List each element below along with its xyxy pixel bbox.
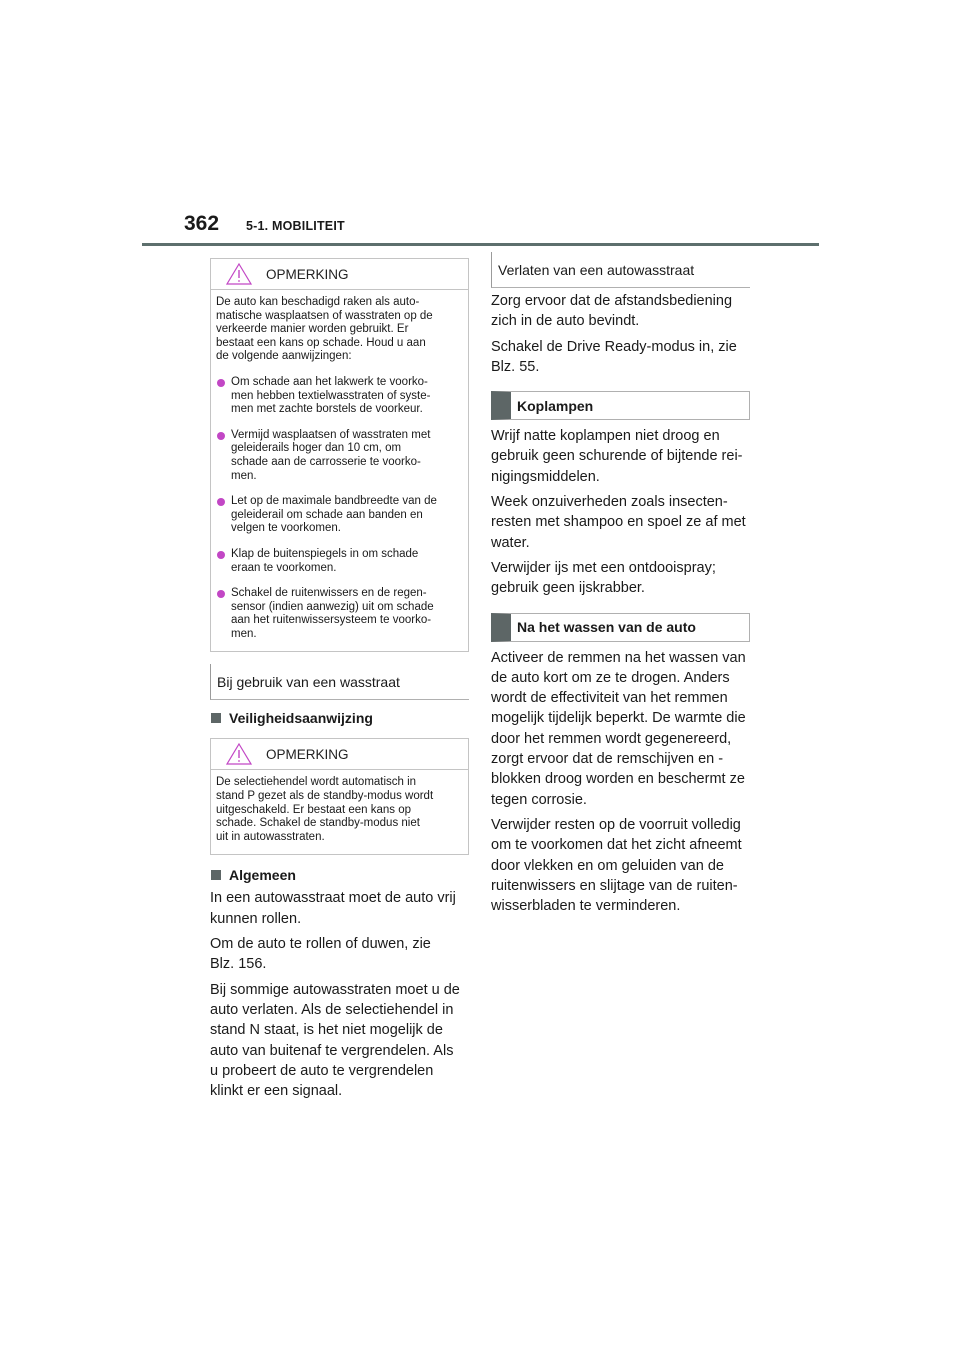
body-paragraph: Zorg ervoor dat de afstandsbediening zich in de auto bevindt.	[491, 293, 733, 330]
subheading-safety	[210, 710, 468, 726]
notice-divider	[211, 769, 468, 770]
body-paragraph: Om de auto te rollen of duwen, zie Blz. 156.	[210, 936, 431, 973]
body-paragraph: Schakel de Drive Ready-modus in, zie Blz. 55.	[491, 338, 737, 375]
notice-box-1	[210, 258, 469, 652]
bullet-text: Let op de maximale bandbreedte van de geleiderail om schade aan banden en velgen te voorkomen.	[231, 495, 437, 535]
bullet-dot-icon	[217, 551, 225, 559]
warning-triangle-icon	[226, 263, 252, 285]
body-paragraph: Bij sommige autowasstraten moet u de auto verlaten. Als de selectiehendel in stand N staat, is het niet mogelijk de auto van buitenaf te vergrendelen. Als u probeert de auto te vergrendelen klinkt er een signaal.	[210, 981, 460, 1100]
body-paragraph: Verwijder ijs met een ontdooispray; gebruik geen ijskrabber.	[491, 559, 716, 597]
bullet-text: Klap de buitenspiegels in om schade eraan te voorkomen.	[231, 547, 419, 574]
page-number: 362	[184, 212, 220, 235]
bullet-dot-icon	[217, 432, 225, 440]
list-item	[216, 587, 463, 641]
notice-title: OPMERKING	[266, 746, 349, 762]
bullet-text: Vermijd wasplaatsen of wasstraten met geleiderails hoger dan 10 cm, om schade aan de carrosserie te voorko- men.	[231, 428, 431, 482]
body-paragraph: Week onzuiverheden zoals insecten- resten met shampoo en spoel ze af met water.	[491, 494, 746, 551]
list-item	[216, 429, 463, 483]
list-item	[216, 495, 463, 536]
list-item	[216, 548, 463, 575]
section-heading-verlaten: Verlaten van een autowasstraat	[491, 252, 750, 288]
bullet-text: Schakel de ruitenwissers en de regen- sensor (indien aanwezig) uit om schade aan het ruitenwissersysteem te voorko- men.	[231, 587, 434, 640]
notice-title: OPMERKING	[266, 266, 349, 282]
list-item	[216, 376, 463, 417]
section-heading-wasstraat: Bij gebruik van een wasstraat	[210, 664, 469, 700]
body-paragraph: Activeer de remmen na het wassen van de auto kort om ze te drogen. Anders wordt de effectiviteit van het remmen mogelijk tijdelijk beperkt. De warmte die door het remmen wordt gegenereerd, zorgt ervoor dat de remschijven en - blokken droog worden en beschermt ze tegen corrosie.	[491, 649, 746, 808]
section-heading-koplampen: Koplampen	[491, 391, 750, 420]
subheading-text: Veiligheidsaanwijzing	[229, 710, 373, 727]
body-paragraph: In een autowasstraat moet de auto vrij kunnen rollen.	[210, 890, 456, 927]
bullet-dot-icon	[217, 379, 225, 387]
section-heading-na-wassen: Na het wassen van de auto	[491, 613, 750, 642]
section-title: 5-1. MOBILITEIT	[246, 219, 345, 233]
bullet-text: Om schade aan het lakwerk te voorko- men hebben textielwasstraten of syste- men met zachte borstels de voorkeur.	[231, 375, 431, 416]
square-bullet-icon	[211, 870, 221, 880]
notice-header	[216, 259, 463, 287]
notice-header	[216, 739, 463, 767]
left-column	[210, 258, 468, 1101]
subheading-general	[210, 867, 468, 883]
body-paragraph: Verwijder resten op de voorruit volledig om te voorkomen dat het zicht afneemt door vlekken en om geluiden van de ruitenwissers en slijtage van de ruiten- wisserbladen te verminderen.	[491, 816, 742, 915]
notice-text: De selectiehendel wordt automatisch in stand P gezet als de standby-modus wordt uitgeschakeld. Er bestaat een kans op schade. Schakel de standby-modus niet uit in autowasstraten.	[216, 776, 434, 843]
notice-intro: De auto kan beschadigd raken als auto- matische wasplaatsen of wasstraten op de verkeerde manier worden gebruikt. Er bestaat een kans op schade. Houd u aan de volgende aanwijzingen:	[216, 296, 433, 363]
body-paragraph: Wrijf natte koplampen niet droog en gebruik geen schurende of bijtende rei- nigingsmiddelen.	[491, 428, 743, 485]
notice-divider	[211, 289, 468, 290]
square-bullet-icon	[211, 713, 221, 723]
subheading-text: Algemeen	[229, 867, 296, 884]
right-column	[491, 252, 749, 916]
notice-bullet-list	[216, 376, 463, 642]
notice-box-2	[210, 738, 469, 855]
warning-triangle-icon	[226, 743, 252, 765]
header-divider	[142, 243, 819, 246]
bullet-dot-icon	[217, 590, 225, 598]
bullet-dot-icon	[217, 498, 225, 506]
